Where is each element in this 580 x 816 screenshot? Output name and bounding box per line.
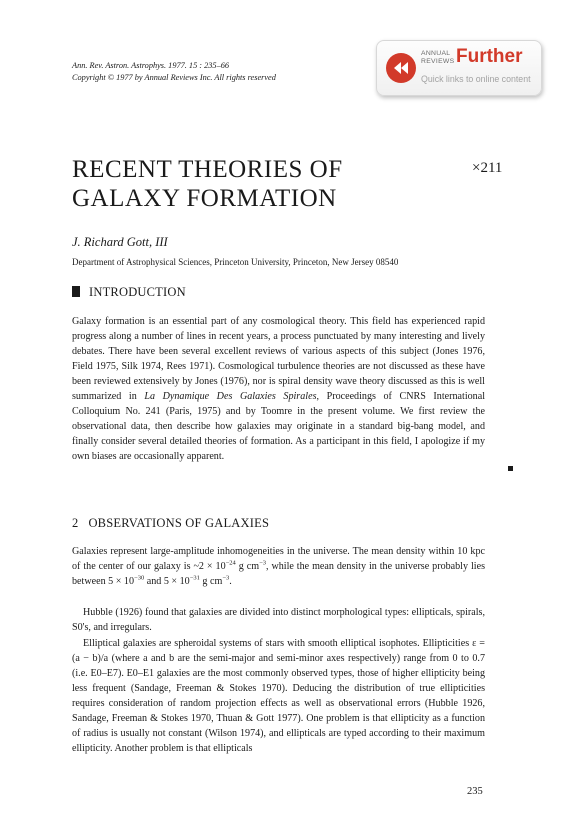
s2p1-c: , while the mean density in the universe probably lies between 5 × 10 (72, 561, 485, 587)
banner-further-label: Further (456, 46, 523, 67)
s2p1-a: Galaxies represent large-amplitude inhomogeneities in the universe. The mean density within 10 kpc of the center of our galaxy is ~2 × 10 (72, 546, 485, 572)
author-name: J. Richard Gott, III (72, 235, 168, 249)
section2-paragraph-2: Hubble (1926) found that galaxies are divided into distinct morphological types: ellipticals, spirals, S0's, and irregulars. (72, 607, 485, 633)
s2p1-exp1: −24 (225, 559, 236, 567)
banner-annual-label: ANNUAL (421, 50, 451, 57)
s2p1-exp2: −3 (259, 559, 266, 567)
intro-text-b: , Proceedings of CNRS International Colloquium No. 241 (Paris, 1975) and by Toomre in the present volume. We first review the observational data, then describe how galaxies may originate in a standard big-bang model, and finally consider several detailed theories of formation. As a participant in this field, I apologize if my own biases are occasionally apparent. (72, 391, 486, 462)
page-number: 235 (467, 786, 483, 797)
section2-number: 2 (72, 516, 79, 530)
section2-heading-text: OBSERVATIONS OF GALAXIES (88, 516, 270, 530)
intro-heading-text: INTRODUCTION (89, 285, 186, 299)
section2-paragraph-3: Elliptical galaxies are spheroidal systems of stars with smooth elliptical isophotes. Ellipticities ε = (a − b)/a (where a and b are the semi-major and semi-minor axes respectively) range from 0 to 0.7 (i.e. E0–E7). E0–E1 galaxies are the most commonly observed types, those of higher ellipticity being less frequent (Sandage, Freeman & Stokes 1970). Deducing the distribution of true ellipticities requires consideration of random projection effects as well as observational errors (Hubble 1926, Sandage, Freeman & Stokes 1970, Thuan & Gott 1977). One problem is that ellipticity as a function of radius is usually not constant (Wilson 1974), and ellipticals are typed according to their maximum ellipticity. Another problem is that ellipticals (72, 638, 485, 754)
title-line-2: GALAXY FORMATION (72, 185, 337, 212)
annual-reviews-further-banner[interactable] (376, 40, 542, 96)
s2p1-b: g cm (235, 561, 260, 572)
s2p1-exp3: −30 (134, 574, 145, 582)
article-code-mark: ×211 (472, 160, 503, 176)
intro-text-a: Galaxy formation is an essential part of any cosmological theory. This field has experienced rapid progress along a number of lines in recent years, a process punctuated by many interesting and lively debates. There have been several excellent reviews of various aspects of this subject (Jones 1976, Field 1975, Silk 1974, Rees 1971). Cosmological turbulence theories are not discussed as these have been reviewed extensively by Jones (1976), nor is spiral density wave theory discussed as this is well summarized in (72, 316, 485, 402)
banner-brand (421, 50, 454, 65)
banner-subtitle: Quick links to online content (421, 74, 531, 84)
s2p1-f: . (229, 576, 232, 587)
section-square-icon (72, 286, 80, 297)
citation-line-1: Ann. Rev. Astron. Astrophys. 1977. 15 : 235–66 (72, 61, 230, 70)
s2p1-d: and 5 × 10 (144, 576, 190, 587)
journal-citation (72, 60, 276, 83)
banner-reviews-label: REVIEWS (421, 57, 455, 65)
annual-reviews-logo-icon (386, 53, 416, 83)
author-affiliation: Department of Astrophysical Sciences, Princeton University, Princeton, New Jersey 08540 (72, 257, 399, 267)
s2p1-exp5: −3 (222, 574, 230, 582)
margin-dot (508, 466, 513, 471)
section2-heading (72, 516, 269, 531)
intro-text-italic: La Dynamique Des Galaxies Spirales (144, 391, 317, 402)
intro-heading (72, 285, 186, 300)
section2-paragraph-1 (72, 544, 485, 589)
citation-line-2: Copyright © 1977 by Annual Reviews Inc. All rights reserved (72, 72, 276, 82)
article-title (72, 155, 343, 213)
s2p1-exp4: −31 (189, 574, 200, 582)
s2p1-e: g cm (199, 576, 223, 587)
intro-paragraph (72, 314, 485, 464)
title-line-1: RECENT THEORIES OF (72, 156, 343, 183)
